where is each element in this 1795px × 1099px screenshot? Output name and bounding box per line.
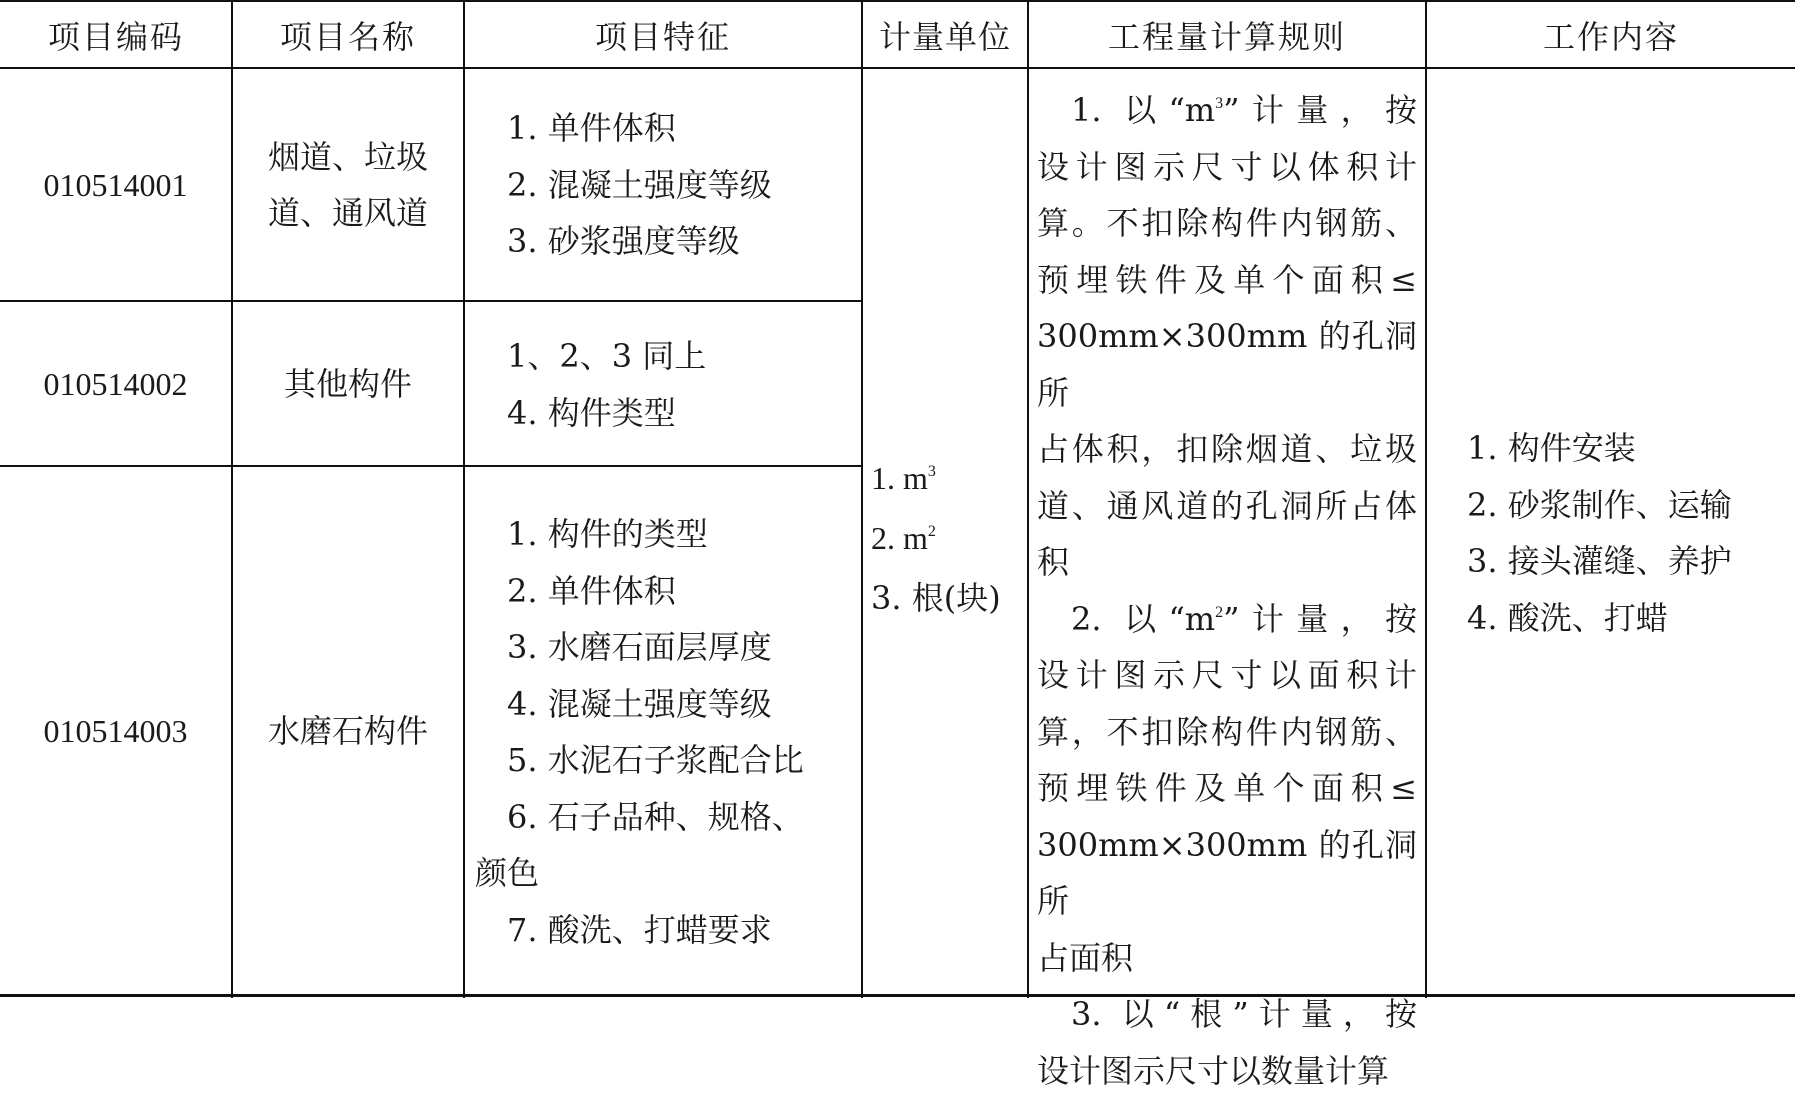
feature-item: 2. 混凝土强度等级: [507, 157, 857, 214]
feature-item: 6. 石子品种、规格、: [475, 789, 857, 846]
unit-count: 3. 根(块): [871, 568, 1027, 628]
rule-line: 设计图示尺寸以数量计算: [1037, 1043, 1417, 1099]
work-item: 4. 酸洗、打蜡: [1467, 590, 1792, 647]
row1-name-line1: 烟道、垃圾: [268, 129, 428, 185]
feature-item: 颜色: [475, 845, 857, 902]
work-item: 2. 砂浆制作、运输: [1467, 477, 1792, 534]
rule-line: 设计图示尺寸以面积计: [1037, 647, 1417, 704]
row1-name-line2: 道、通风道: [268, 185, 428, 241]
feature-item: 4. 构件类型: [507, 385, 857, 442]
row1-features: [507, 100, 857, 270]
row3-code: 010514003: [0, 467, 231, 994]
rule-line: 算。不扣除构件内钢筋、: [1037, 195, 1417, 252]
rules-cell: [1037, 82, 1417, 1099]
header-features: 项目特征: [465, 2, 861, 68]
feature-item: 4. 混凝土强度等级: [475, 676, 857, 733]
header-name: 项目名称: [233, 2, 463, 68]
rule-line: 设计图示尺寸以体积计: [1037, 139, 1417, 196]
work-item: 1. 构件安装: [1467, 420, 1792, 477]
feature-item: 7. 酸洗、打蜡要求: [475, 902, 857, 959]
unit-cell: [871, 448, 1027, 628]
col-divider-2: [463, 0, 465, 998]
feature-item: 2. 单件体积: [475, 563, 857, 620]
rule-line: 积: [1037, 534, 1417, 591]
row2-features: [507, 328, 857, 441]
work-item: 3. 接头灌缝、养护: [1467, 533, 1792, 590]
col-divider-4: [1027, 0, 1029, 998]
col-divider-5: [1425, 0, 1427, 998]
feature-item: 5. 水泥石子浆配合比: [475, 732, 857, 789]
row1-name: [233, 69, 463, 300]
rule-line: 占体积，扣除烟道、垃圾: [1037, 421, 1417, 478]
row3-name: 水磨石构件: [233, 467, 463, 994]
row2-name: 其他构件: [233, 302, 463, 465]
feature-item: 3. 砂浆强度等级: [507, 213, 857, 270]
row1-code: 010514001: [0, 69, 231, 300]
header-code: 项目编码: [0, 2, 232, 68]
rule-line: 算，不扣除构件内钢筋、: [1037, 704, 1417, 761]
rule-line: 预埋铁件及单个面积≤: [1037, 252, 1417, 309]
unit-m3: 1. $m^3$: [871, 448, 1027, 508]
feature-item: 3. 水磨石面层厚度: [475, 619, 857, 676]
rule-line: 2. 以“$m^2$”计量，按: [1037, 591, 1417, 648]
rule-line: 占面积: [1037, 930, 1417, 987]
work-cell: [1467, 420, 1792, 646]
rule-line: 300mm×300mm 的孔洞所: [1037, 817, 1417, 930]
rule-line: 3. 以“根”计量，按: [1037, 986, 1417, 1043]
row2-code: 010514002: [0, 302, 231, 465]
rule-line: 预埋铁件及单个面积≤: [1037, 760, 1417, 817]
header-rules: 工程量计算规则: [1029, 2, 1425, 68]
rule-line: 道、通风道的孔洞所占体: [1037, 478, 1417, 535]
col-divider-3: [861, 0, 863, 998]
rule-line: 1. 以“$m^3$”计量，按: [1037, 82, 1417, 139]
table-bottom-border: [0, 994, 1795, 997]
header-work: 工作内容: [1427, 2, 1795, 68]
feature-item: 1. 构件的类型: [475, 506, 857, 563]
row3-features: [475, 506, 857, 958]
unit-m2: 2. $m^2$: [871, 508, 1027, 568]
rule-line: 300mm×300mm 的孔洞所: [1037, 308, 1417, 421]
header-unit: 计量单位: [863, 2, 1027, 68]
feature-item: 1、2、3 同上: [507, 328, 857, 385]
feature-item: 1. 单件体积: [507, 100, 857, 157]
